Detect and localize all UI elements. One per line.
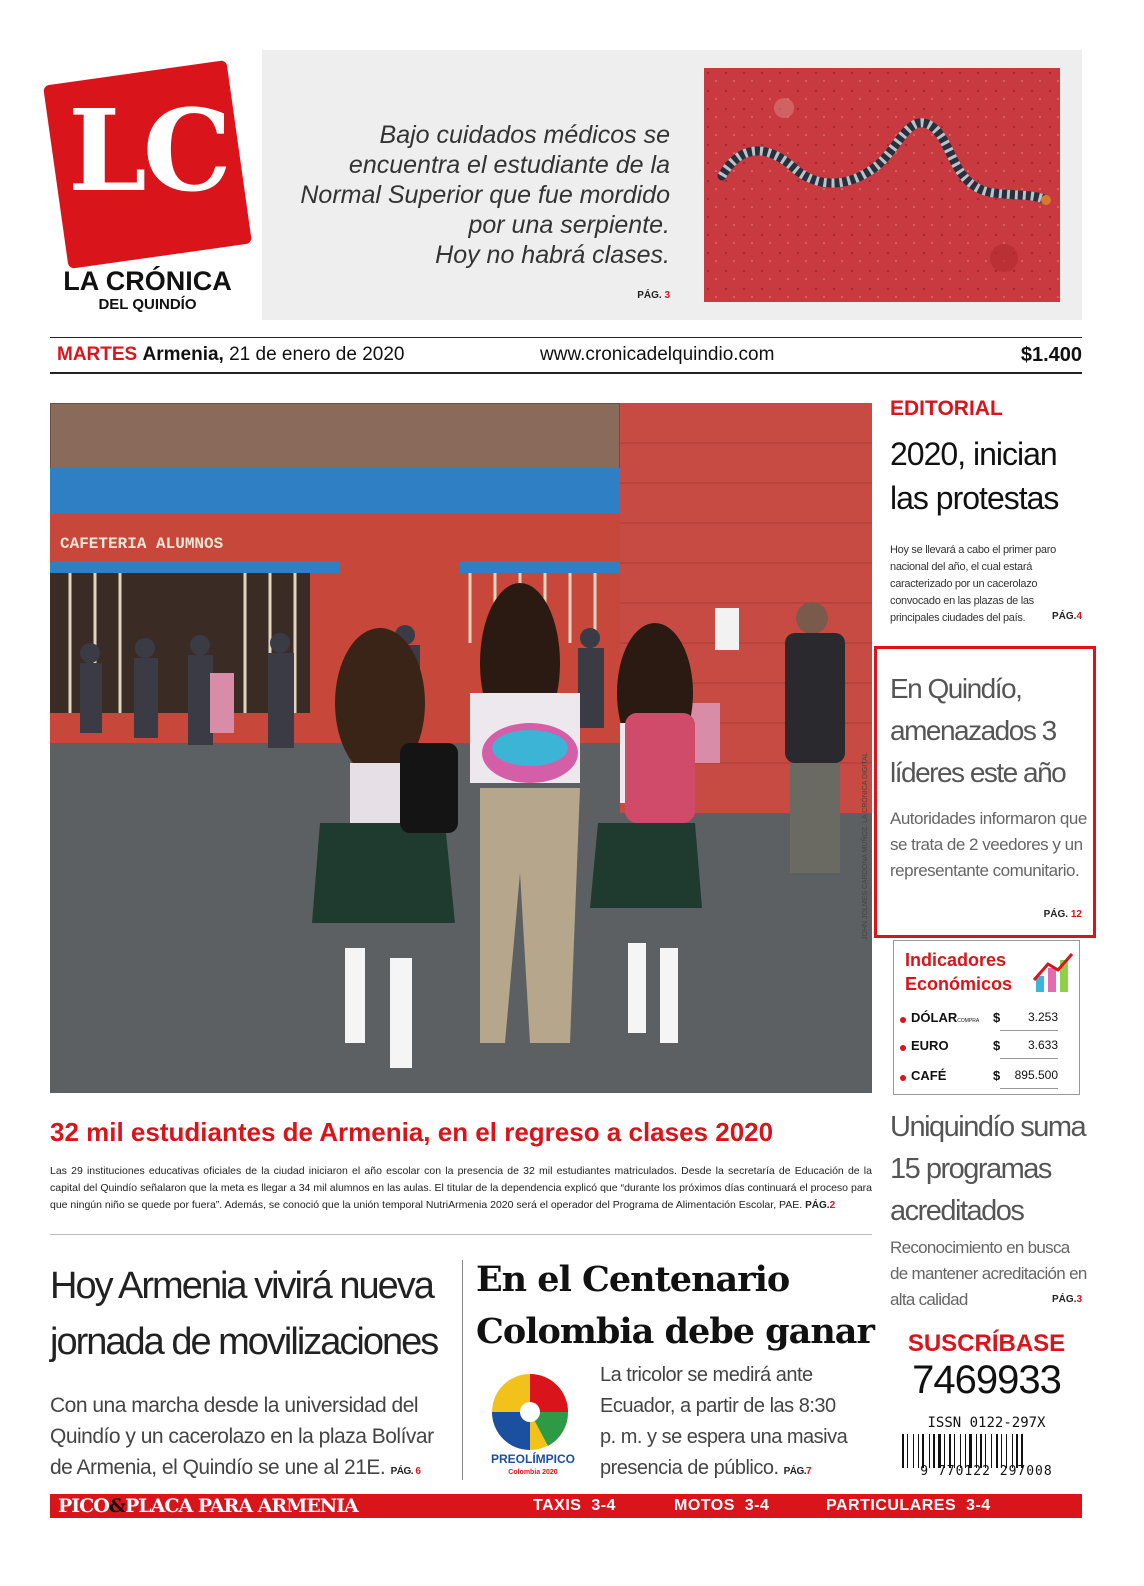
page-label: PÁG. bbox=[1043, 909, 1069, 920]
teaser-line: por una serpiente. bbox=[468, 211, 670, 239]
page-number: 6 bbox=[415, 1466, 421, 1477]
teaser-page-ref bbox=[600, 290, 670, 301]
pico-item-value: 3-4 bbox=[966, 1497, 991, 1514]
page-number: 7 bbox=[806, 1466, 812, 1477]
editorial-body: Hoy se llevará a cabo el primer paro nacional del año, el cual estará caracterizado por un cacerolazo convocado en las plazas de las principales ciudades del país. bbox=[890, 544, 1056, 624]
issn-code: ISSN 0122-297X bbox=[927, 1415, 1046, 1431]
page-number: 3 bbox=[1076, 1294, 1082, 1305]
indicator-name-text: DÓLAR bbox=[911, 1010, 958, 1025]
pico-item-name: MOTOS bbox=[674, 1497, 735, 1514]
quindio-headline[interactable]: En Quindío, amenazados 3 líderes este año bbox=[890, 673, 1066, 788]
preolimpico-logo-text: PREOLÍMPICO bbox=[490, 1452, 576, 1466]
uniquindio-headline[interactable]: Uniquindío suma 15 programas acreditados bbox=[890, 1111, 1086, 1227]
quindio-page-ref bbox=[1030, 909, 1082, 920]
pico-item-motos bbox=[674, 1497, 769, 1515]
indicator-value: 3.633 bbox=[1027, 1038, 1058, 1052]
page-number: 2 bbox=[829, 1200, 836, 1211]
date: 21 de enero de 2020 bbox=[229, 344, 405, 365]
bullet-icon bbox=[900, 1045, 906, 1051]
editorial-label: EDITORIAL bbox=[890, 397, 1003, 420]
cover-price: $1.400 bbox=[1020, 344, 1082, 366]
teaser-text[interactable] bbox=[300, 120, 670, 270]
website-link[interactable]: www.cronicadelquindio.com bbox=[540, 344, 775, 365]
indicator-name: EURO bbox=[911, 1038, 949, 1053]
teaser-line: Normal Superior que fue mordido bbox=[300, 181, 670, 209]
main-page-ref bbox=[805, 1200, 835, 1211]
barcode-number: 9 770122 297008 bbox=[920, 1464, 1053, 1479]
page-label: PÁG. bbox=[1051, 611, 1077, 622]
pico-item-value: 3-4 bbox=[744, 1497, 770, 1514]
pico-item-name: PARTICULARES bbox=[826, 1497, 957, 1514]
paper-subtitle: DEL QUINDÍO bbox=[98, 296, 197, 313]
hoy-body-text: Con una marcha desde la universidad del Quindío y un cacerolazo en la plaza Bolívar de Armenia, el Quindío se une al 21E. bbox=[50, 1394, 434, 1479]
editorial-headline[interactable]: 2020, inician las protestas bbox=[890, 436, 1059, 516]
page-label: PÁG. bbox=[390, 1466, 414, 1477]
hoy-page-ref bbox=[391, 1466, 421, 1477]
bullet-icon bbox=[900, 1017, 906, 1023]
pico-item-particulares bbox=[826, 1497, 991, 1515]
main-headline[interactable]: 32 mil estudiantes de Armenia, en el regreso a clases 2020 bbox=[50, 1117, 774, 1147]
indicator-currency: $ bbox=[993, 1068, 1001, 1083]
barcode bbox=[900, 1434, 1080, 1468]
indicators-chart-icon bbox=[1030, 950, 1076, 996]
page-number: 3 bbox=[664, 290, 670, 301]
pico-label-b: PLACA PARA ARMENIA bbox=[125, 1495, 358, 1517]
page-label: PÁG. bbox=[1051, 1294, 1077, 1305]
indicator-row-dolar bbox=[900, 1010, 1070, 1032]
indicator-name bbox=[911, 1010, 979, 1025]
divider bbox=[50, 1234, 872, 1235]
page-number: 4 bbox=[1076, 611, 1082, 622]
indicator-underline bbox=[1000, 1088, 1058, 1089]
indicator-underline bbox=[1000, 1058, 1058, 1059]
students-photo bbox=[50, 403, 872, 1093]
teaser-line: Hoy no habrá clases. bbox=[435, 241, 670, 269]
centenario-headline[interactable]: En el Centenario Colombia debe ganar bbox=[476, 1259, 874, 1352]
preolimpico-emblem bbox=[478, 1370, 588, 1480]
centenario-body-text: La tricolor se medirá ante Ecuador, a partir de las 8:30 p. m. y se espera una masiva presencia de público. bbox=[600, 1364, 848, 1479]
bar-chart-icon bbox=[1030, 950, 1076, 996]
uniquindio-page-ref bbox=[1030, 1294, 1082, 1305]
indicators-title: Indicadores Económicos bbox=[905, 950, 1013, 994]
pico-item-name: TAXIS bbox=[533, 1497, 582, 1514]
page-label: PÁG. bbox=[637, 290, 662, 301]
issue-date bbox=[57, 344, 405, 366]
centenario-body bbox=[600, 1360, 855, 1487]
subscribe-label: SUSCRÍBASE bbox=[907, 1330, 1066, 1357]
main-photo[interactable] bbox=[50, 403, 872, 1093]
snake-photo[interactable] bbox=[704, 68, 1060, 302]
indicator-name: CAFÉ bbox=[911, 1068, 947, 1083]
bullet-icon bbox=[900, 1075, 906, 1081]
indicator-underline bbox=[1000, 1030, 1058, 1031]
snake-image bbox=[704, 68, 1060, 302]
pico-placa-label bbox=[58, 1495, 358, 1517]
barcode-icon bbox=[900, 1434, 1080, 1468]
cafeteria-sign: CAFETERIA ALUMNOS bbox=[60, 535, 224, 553]
indicator-value: 3.253 bbox=[1027, 1010, 1058, 1024]
indicator-currency: $ bbox=[993, 1010, 1001, 1025]
hoy-headline[interactable]: Hoy Armenia vivirá nueva jornada de movilizaciones bbox=[50, 1265, 438, 1363]
editorial-page-ref bbox=[1030, 611, 1082, 622]
city: Armenia, bbox=[142, 344, 224, 365]
main-body-text: Las 29 instituciones educativas oficiales de la ciudad iniciaron el año escolar con la presencia de 32 mil estudiantes matriculados. Desde la secretaría de Educación de la capital del Quindío señalaron que la meta es llegar a 34 mil alumnos en las aulas. El titular de la dependencia explicó que “durante los próximos días continuará el proceso para que ningún niño se quede por fuera”. Además, se conoció que la unión temporal NutriArmenia 2020 será el operador del Programa de Alimentación Escolar, PAE. bbox=[50, 1165, 872, 1211]
pico-item-taxis bbox=[533, 1497, 616, 1515]
indicator-note: COMPRA bbox=[957, 1018, 980, 1024]
subscribe-phone[interactable]: 7469933 bbox=[912, 1358, 1061, 1402]
quindio-body: Autoridades informaron que se trata de 2 veedores y un representante comunitario. bbox=[890, 809, 1087, 880]
logo-letters: LC bbox=[68, 86, 228, 217]
main-body bbox=[50, 1163, 872, 1214]
page-number: 12 bbox=[1070, 909, 1082, 920]
pico-item-value: 3-4 bbox=[591, 1497, 616, 1514]
weekday: MARTES bbox=[57, 344, 138, 365]
preolimpico-logo-sub: Colombia 2020 bbox=[508, 1469, 558, 1476]
hoy-body bbox=[50, 1390, 450, 1487]
indicator-value: 895.500 bbox=[1014, 1068, 1058, 1082]
column-divider bbox=[462, 1260, 463, 1480]
page-label: PÁG. bbox=[805, 1200, 830, 1211]
preolimpico-logo bbox=[478, 1370, 588, 1480]
indicator-row-euro bbox=[900, 1038, 1070, 1060]
teaser-line: Bajo cuidados médicos se bbox=[379, 121, 670, 149]
pico-label-amp: & bbox=[108, 1495, 126, 1517]
photo-credit: JOHN JOLMES CARDONA MUÑOZ. LA CRÓNICA DIGITAL bbox=[862, 752, 869, 940]
uniquindio-body: Reconocimiento en busca de mantener acreditación en alta calidad bbox=[890, 1238, 1087, 1309]
paper-name: LA CRÓNICA bbox=[63, 266, 232, 296]
centenario-page-ref bbox=[784, 1466, 812, 1477]
teaser-line: encuentra el estudiante de la bbox=[348, 151, 670, 179]
pico-label-a: PICO bbox=[58, 1495, 109, 1517]
indicator-currency: $ bbox=[993, 1038, 1001, 1053]
indicator-row-cafe bbox=[900, 1068, 1070, 1090]
page-label: PÁG. bbox=[783, 1466, 807, 1477]
